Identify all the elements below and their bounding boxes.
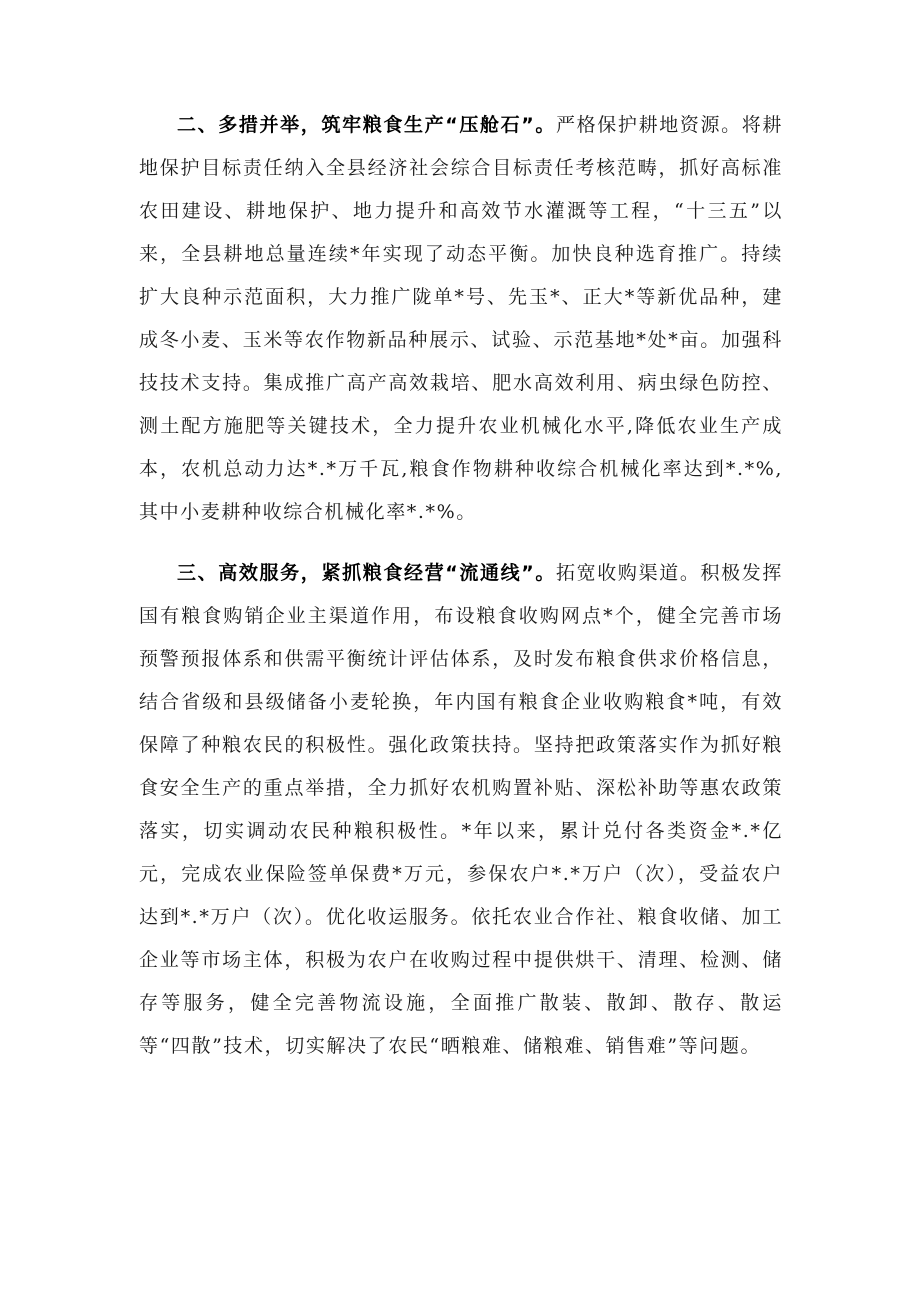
- paragraph-grain-production: [139, 104, 783, 534]
- paragraph-text: 拓宽收购渠道。积极发挥国有粮食购销企业主渠道作用，布设粮食收购网点*个，健全完善市场预警预报体系和供需平衡统计评估体系，及时发布粮食供求价格信息，结合省级和县级储备小麦轮换，年内国有粮食企业收购粮食*吨，有效保障了种粮农民的积极性。强化政策扶持。坚持把政策落实作为抓好粮食安全生产的重点举措，全力抓好农机购置补贴、深松补助等惠农政策落实，切实调动农民种粮积极性。*年以来，累计兑付各类资金*.*亿元，完成农业保险签单保费*万元，参保农户*.*万户（次），受益农户达到*.*万户（次）。优化收运服务。依托农业合作社、粮食收储、加工企业等市场主体，积极为农户在收购过程中提供烘干、清理、检测、储存等服务，健全完善物流设施，全面推广散装、散卸、散存、散运等“四散”技术，切实解决了农民“晒粮难、储粮难、销售难”等问题。: [139, 562, 783, 1057]
- paragraph-heading: 三、高效服务，紧抓粮食经营“流通线”。: [177, 562, 557, 584]
- document-body: [139, 104, 783, 1068]
- paragraph-grain-circulation: [139, 552, 783, 1068]
- paragraph-text: 严格保护耕地资源。将耕地保护目标责任纳入全县经济社会综合目标责任考核范畴，抓好高标准农田建设、耕地保护、地力提升和高效节水灌溉等工程，“十三五”以来，全县耕地总量连续*年实现了动态平衡。加快良种选育推广。持续扩大良种示范面积，大力推广陇单*号、先玉*、正大*等新优品种，建成冬小麦、玉米等农作物新品种展示、试验、示范基地*处*亩。加强科技技术支持。集成推广高产高效栽培、肥水高效利用、病虫绿色防控、测土配方施肥等关键技术，全力提升农业机械化水平,降低农业生产成本，农机总动力达*.*万千瓦,粮食作物耕种收综合机械化率达到*.*%,其中小麦耕种收综合机械化率*.*%。: [139, 114, 783, 523]
- paragraph-heading: 二、多措并举，筑牢粮食生产“压舱石”。: [177, 114, 557, 136]
